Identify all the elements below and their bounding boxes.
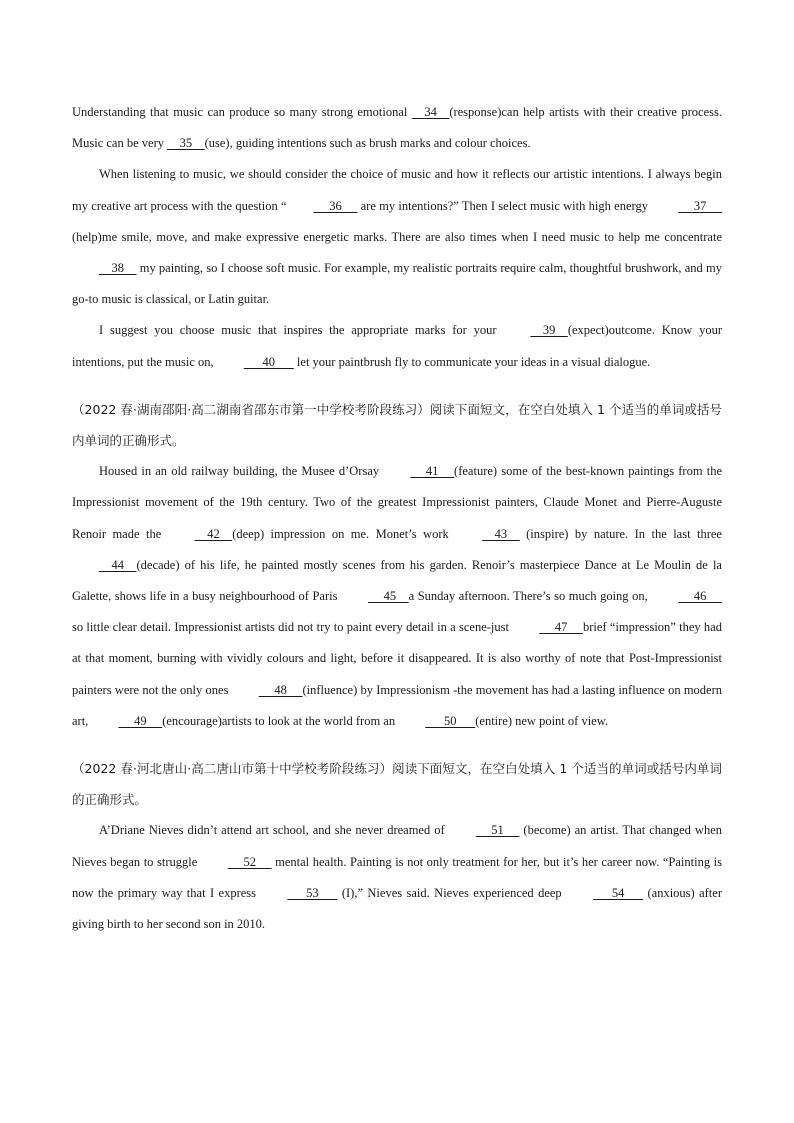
answer-blank: 40 <box>243 354 294 369</box>
text-run: so little clear detail. Impressionist artists did not try to paint every detail in a scene-just <box>72 620 513 635</box>
text-run: are my intentions?” Then I select music with high energy <box>357 198 652 213</box>
answer-blank: 52 <box>227 854 272 869</box>
text-run: (response)can help artists with their creative process. Music can be very <box>72 105 722 151</box>
answer-blank: 45 <box>367 589 409 604</box>
paragraph <box>72 315 722 377</box>
paragraph <box>72 456 722 737</box>
paragraph <box>72 815 722 940</box>
answer-blank: 54 <box>593 885 644 900</box>
text-run: (expect)outcome. Know your intentions, put the music on, <box>72 323 723 369</box>
answer-blank: 42 <box>194 526 233 541</box>
text-run: (help)me smile, move, and make expressive energetic marks. There are also times when I need music to help me concentrate <box>72 229 722 244</box>
text-run: (decade) of his life, he painted mostly scenes from his garden. Renoir’s masterpiece Dance at Le Moulin de la Galette, shows life in a busy neighbourhood of Paris <box>72 557 722 604</box>
answer-blank: 50 <box>425 713 476 728</box>
answer-blank: 47 <box>539 620 584 635</box>
text-run: my painting, so I choose soft music. For example, my realistic portraits require calm, thoughtful brushwork, and my go-to music is classical, or Latin guitar. <box>72 261 722 307</box>
passage-3 <box>72 97 722 378</box>
text-run: A’Driane Nieves didn’t attend art school, and she never dreamed of <box>99 823 449 838</box>
answer-blank: 43 <box>482 526 520 541</box>
text-run: a Sunday afternoon. There’s so much going on, <box>408 589 652 604</box>
answer-blank: 34 <box>411 105 450 119</box>
answer-blank: 46 <box>678 589 722 604</box>
text-run: (feature) some of the best-known paintings from the Impressionist movement of the 19th century. Two of the greatest Impressionist painters, Claude Monet and Pierre-Auguste Renoir made the <box>72 464 723 541</box>
text-run: (entire) new point of view. <box>475 713 609 728</box>
text-run: Housed in an old railway building, the Musee d’Orsay <box>99 464 384 479</box>
text-run: When listening to music, we should consider the choice of music and how it reflects our artistic intentions. I always begin my creative art process with the question “ <box>72 167 722 213</box>
answer-blank: 39 <box>530 323 568 338</box>
paragraph <box>72 159 722 315</box>
text-run: (become) an artist. That changed when Nieves began to struggle <box>72 823 722 869</box>
answer-blank: 48 <box>258 682 303 697</box>
section-5 <box>72 753 722 940</box>
section-spacer <box>72 737 722 753</box>
answer-blank: 38 <box>99 261 137 276</box>
answer-blank: 41 <box>410 464 455 479</box>
text-run: (influence) by Impressionism -the movement has had a lasting influence on modern art, <box>72 682 722 728</box>
text-run: Understanding that music can produce so many strong emotional <box>72 105 412 119</box>
section-4 <box>72 394 722 737</box>
answer-blank: 44 <box>99 557 137 572</box>
answer-blank: 53 <box>287 885 338 900</box>
text-run: let your paintbrush fly to communicate your ideas in a visual dialogue. <box>293 354 651 369</box>
section-header: （2022 春·河北唐山·高二唐山市第十中学校考阶段练习）阅读下面短文，在空白处填入 1 个适当的单词或括号内单词的正确形式。 <box>72 761 722 808</box>
paragraph <box>72 97 722 159</box>
answer-blank: 51 <box>475 823 520 838</box>
answer-blank: 37 <box>678 198 722 213</box>
answer-blank: 36 <box>313 198 358 213</box>
text-run: (encourage)artists to look at the world from an <box>162 713 399 728</box>
text-run: mental health. Painting is not only treatment for her, but it’s her career now. “Painting is now the primary way that I express <box>72 854 722 900</box>
text-run: (deep) impression on me. Monet’s work <box>232 526 456 541</box>
text-run: (inspire) by nature. In the last three <box>519 526 722 541</box>
text-run: (anxious) after giving birth to her second son in 2010. <box>72 885 722 932</box>
section-header: （2022 春·湖南邵阳·高二湖南省邵东市第一中学校考阶段练习）阅读下面短文，在空白处填入 1 个适当的单词或括号内单词的正确形式。 <box>72 401 722 449</box>
section-spacer <box>72 378 722 394</box>
text-run: (I),” Nieves said. Nieves experienced deep <box>337 885 567 900</box>
answer-blank: 35 <box>167 136 205 151</box>
answer-blank: 49 <box>118 713 163 728</box>
document-page <box>72 97 722 940</box>
text-run: brief “impression” they had at that moment, burning with vividly colours and light, before it disappeared. It is also worthy of note that Post-Impressionist painters were not the only ones <box>72 620 722 697</box>
text-run: (use), guiding intentions such as brush marks and colour choices. <box>204 136 531 151</box>
text-run: I suggest you choose music that inspires the appropriate marks for your <box>99 323 504 338</box>
